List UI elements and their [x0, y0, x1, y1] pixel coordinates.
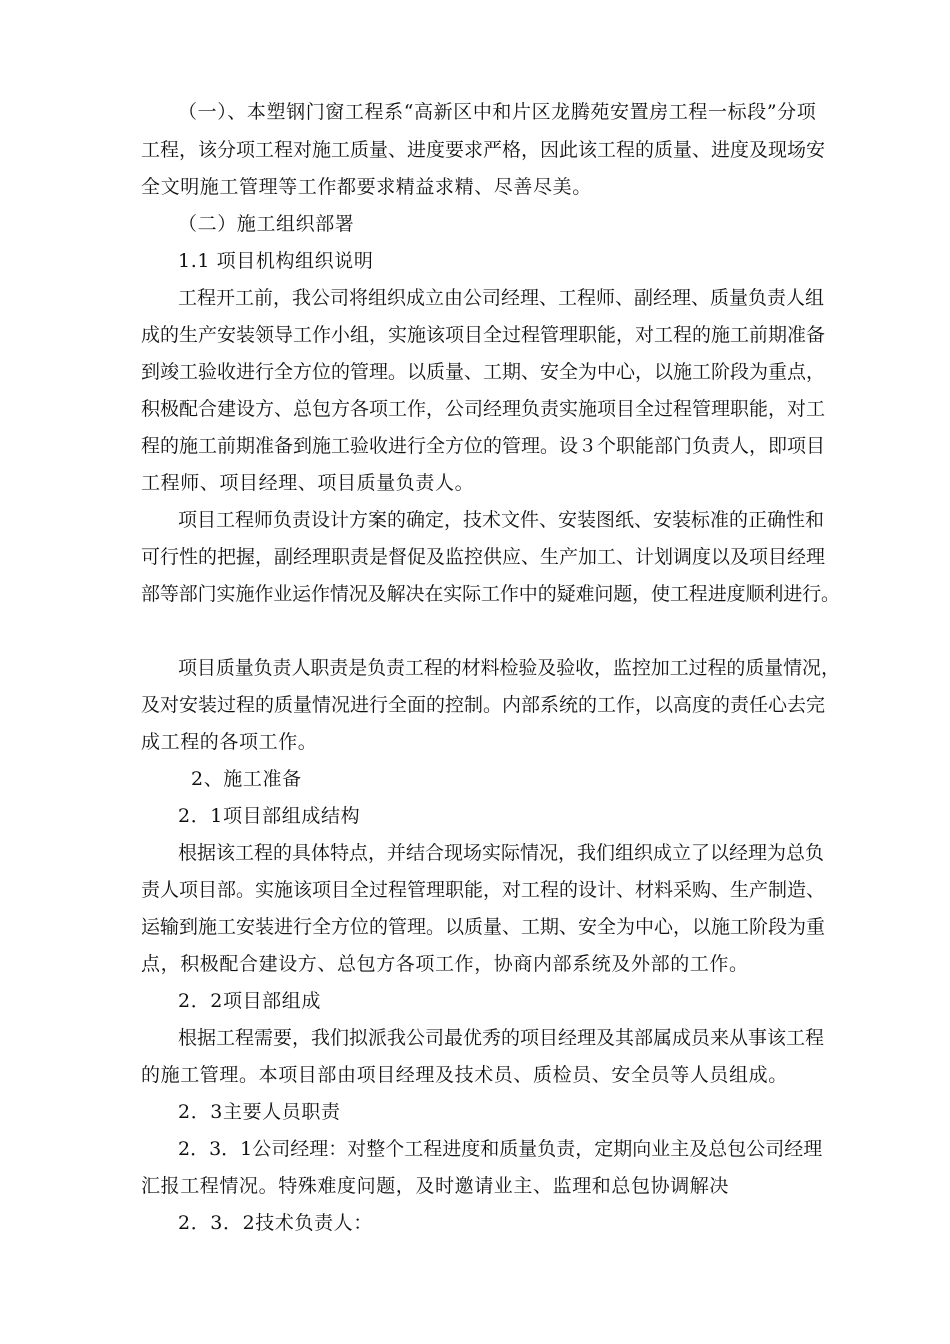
text-line: 工程开工前，我公司将组织成立由公司经理、工程师、副经理、质量负责人组: [178, 287, 825, 309]
text-line: 的施工管理。本项目部由项目经理及技术员、质检员、安全员等人员组成。: [141, 1064, 788, 1086]
text-line: （一）、本塑钢门窗工程系“高新区中和片区龙腾苑安置房工程一标段”分项: [178, 101, 817, 123]
text-line: 可行性的把握，副经理职责是督促及监控供应、生产加工、计划调度以及项目经理: [141, 546, 826, 568]
text-line: 部等部门实施作业运作情况及解决在实际工作中的疑难问题，使工程进度顺利进行。: [141, 583, 840, 605]
subsection-heading: 2．3主要人员职责: [178, 1101, 341, 1123]
text-line: 项目质量负责人职责是负责工程的材料检验及验收，监控加工过程的质量情况，: [178, 657, 840, 679]
text-line: 及对安装过程的质量情况进行全面的控制。内部系统的工作，以高度的责任心去完: [141, 694, 826, 716]
text-line: 成的生产安装领导工作小组，实施该项目全过程管理职能，对工程的施工前期准备: [141, 324, 826, 346]
text-line: 项目工程师负责设计方案的确定，技术文件、安装图纸、安装标准的正确性和: [178, 509, 825, 531]
text-line: 根据工程需要，我们拟派我公司最优秀的项目经理及其部属成员来从事该工程: [178, 1027, 825, 1049]
text-line: 到竣工验收进行全方位的管理。以质量、工期、安全为中心，以施工阶段为重点，: [141, 361, 826, 383]
subsection-heading: 1.1 项目机构组织说明: [178, 250, 374, 272]
text-line: 工程，该分项工程对施工质量、进度要求严格，因此该工程的质量、进度及现场安: [141, 139, 826, 161]
text-line: 根据该工程的具体特点，并结合现场实际情况，我们组织成立了以经理为总负: [178, 842, 825, 864]
text-line: 汇报工程情况。特殊难度问题，及时邀请业主、监理和总包协调解决: [141, 1175, 730, 1197]
text-line: 积极配合建设方、总包方各项工作，公司经理负责实施项目全过程管理职能，对工: [141, 398, 826, 420]
subsection-heading: 2．2项目部组成: [178, 990, 321, 1012]
text-line: 责人项目部。实施该项目全过程管理职能，对工程的设计、材料采购、生产制造、: [141, 879, 826, 901]
text-line: 程的施工前期准备到施工验收进行全方位的管理。设３个职能部门负责人，即项目: [141, 435, 826, 457]
subsection-heading: 2．3．2技术负责人：: [178, 1212, 373, 1234]
subsection-heading: 2．1项目部组成结构: [178, 805, 361, 827]
text-line: 2．3．1公司经理：对整个工程进度和质量负责，定期向业主及总包公司经理: [178, 1138, 823, 1160]
text-line: 工程师、项目经理、项目质量负责人。: [141, 472, 475, 494]
text-line: 运输到施工安装进行全方位的管理。以质量、工期、安全为中心，以施工阶段为重: [141, 916, 826, 938]
section-heading: （二）施工组织部署: [178, 213, 355, 235]
text-line: 成工程的各项工作。: [141, 731, 318, 753]
text-line: 点，积极配合建设方、总包方各项工作，协商内部系统及外部的工作。: [141, 953, 749, 975]
text-line: 全文明施工管理等工作都要求精益求精、尽善尽美。: [141, 176, 592, 198]
section-heading: 2、施工准备: [191, 768, 302, 790]
